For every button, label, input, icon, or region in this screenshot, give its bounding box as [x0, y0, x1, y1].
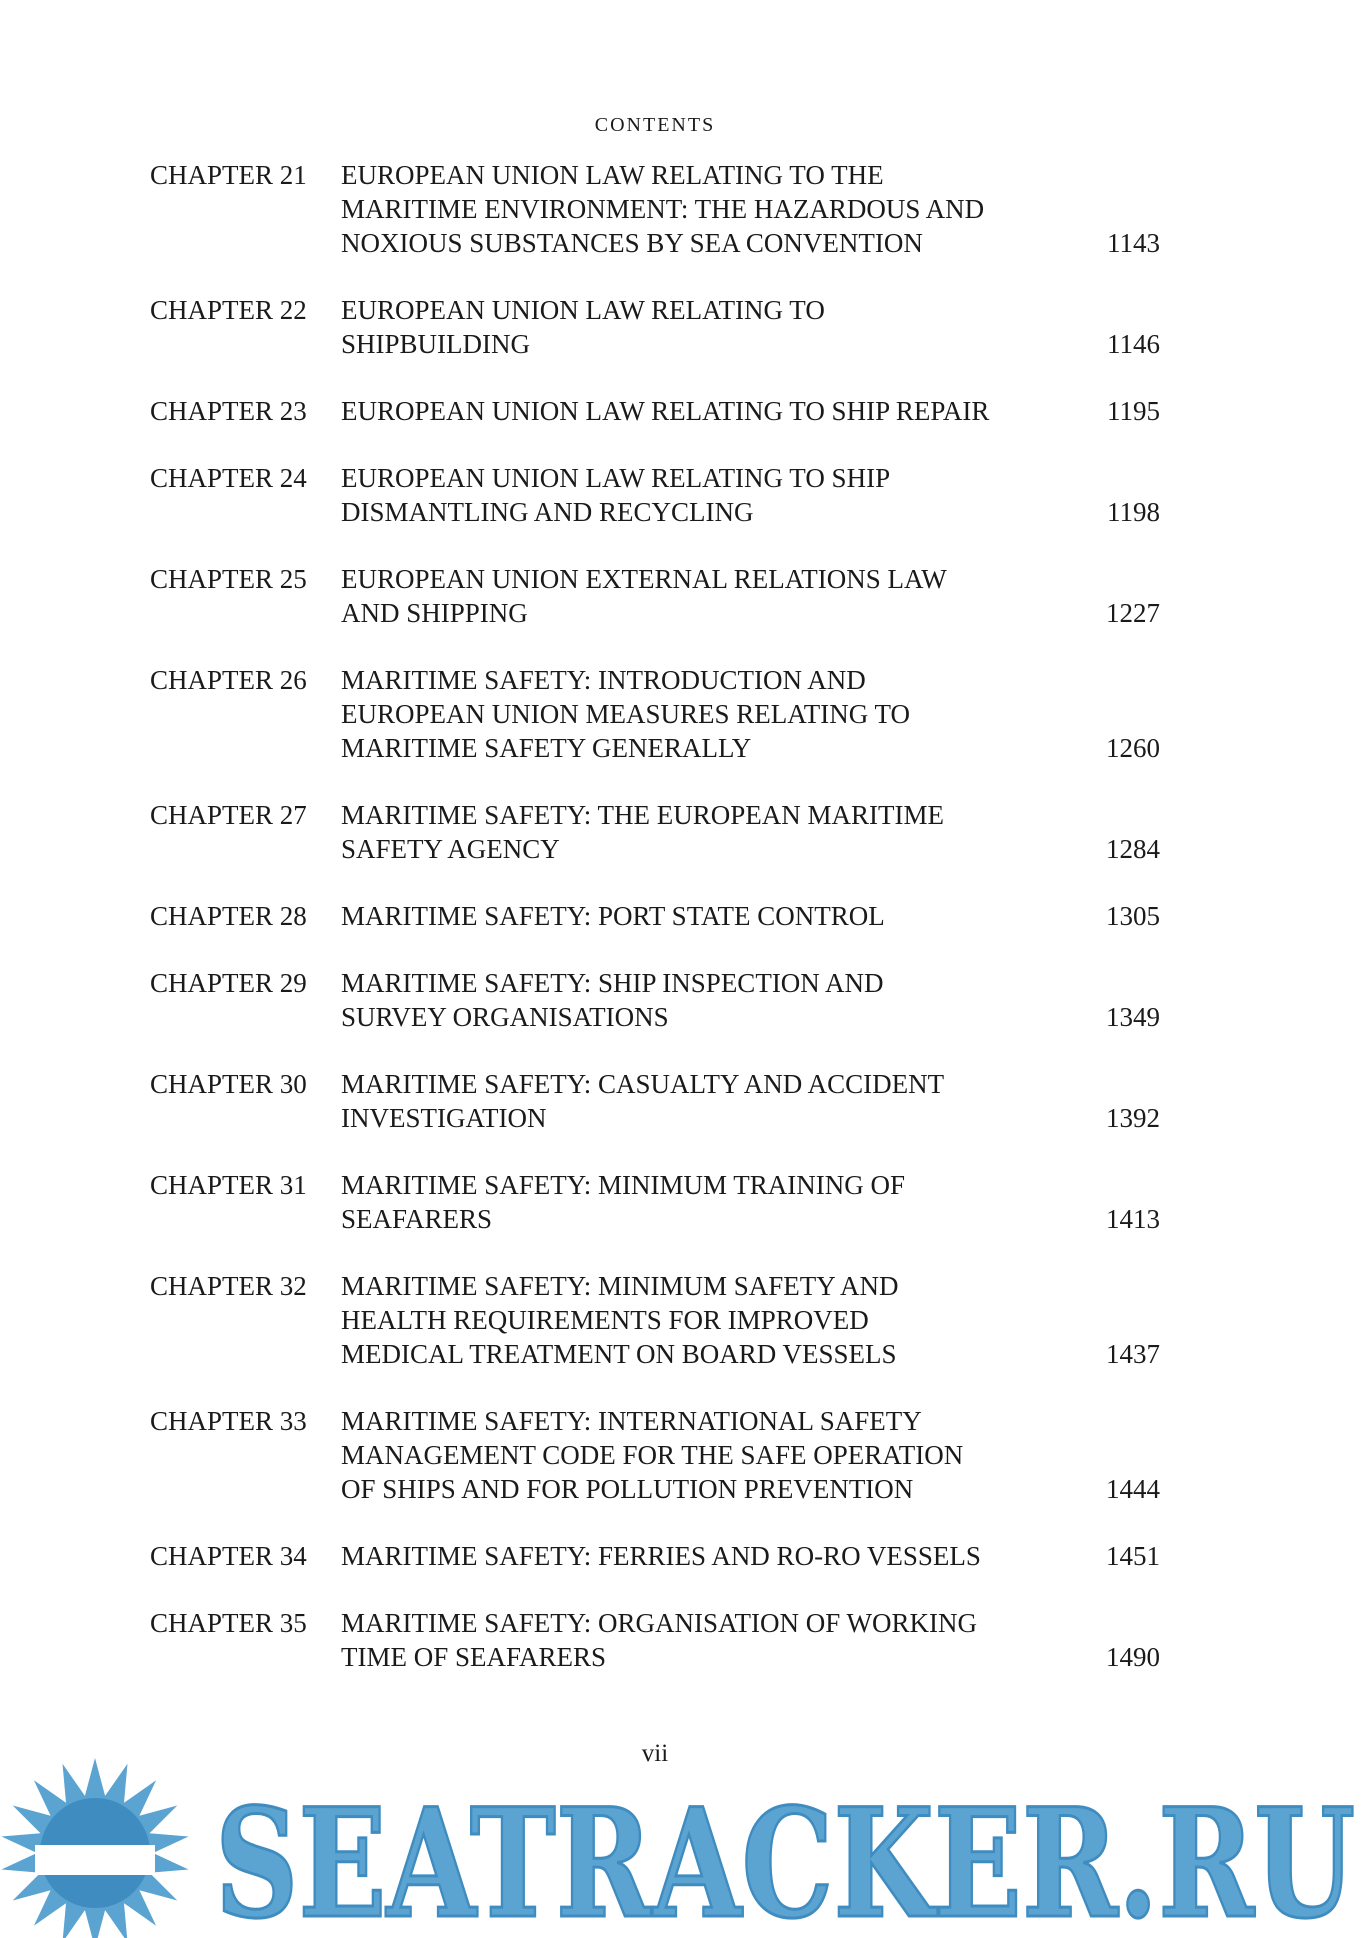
chapter-title	[341, 798, 1041, 866]
chapter-number: CHAPTER 23	[150, 396, 307, 426]
toc-entry	[150, 1269, 1160, 1371]
chapter-page-number: 1227	[1106, 598, 1160, 628]
toc-entry	[150, 394, 1160, 428]
chapter-page-number: 1146	[1107, 329, 1160, 359]
toc-entry	[150, 899, 1160, 933]
chapter-number: CHAPTER 25	[150, 564, 307, 594]
chapter-number: CHAPTER 31	[150, 1170, 307, 1200]
chapter-title	[341, 966, 1041, 1034]
chapter-number: CHAPTER 27	[150, 800, 307, 830]
table-of-contents	[150, 158, 1160, 1707]
toc-entry	[150, 461, 1160, 529]
page-number: vii	[641, 1740, 669, 1767]
chapter-number: CHAPTER 32	[150, 1271, 307, 1301]
chapter-number: CHAPTER 34	[150, 1541, 307, 1571]
chapter-title-line: DISMANTLING AND RECYCLING	[341, 497, 754, 527]
chapter-title	[341, 899, 1041, 933]
chapter-page-number: 1198	[1107, 497, 1160, 527]
chapter-title-line: EUROPEAN UNION LAW RELATING TO THE	[341, 160, 884, 190]
chapter-page-number: 1305	[1106, 901, 1160, 931]
chapter-title-line: EUROPEAN UNION MEASURES RELATING TO	[341, 699, 911, 729]
toc-entry	[150, 293, 1160, 361]
chapter-title-line: MARITIME SAFETY: MINIMUM TRAINING OF	[341, 1170, 906, 1200]
toc-entry	[150, 663, 1160, 765]
chapter-title-line: OF SHIPS AND FOR POLLUTION PREVENTION	[341, 1474, 914, 1504]
watermark-text: SEATRACKER.RU	[215, 1776, 1355, 1938]
chapter-title	[341, 461, 1041, 529]
chapter-page-number: 1195	[1107, 396, 1160, 426]
chapter-title-line: HEALTH REQUIREMENTS FOR IMPROVED	[341, 1305, 869, 1335]
chapter-title-line: TIME OF SEAFARERS	[341, 1642, 607, 1672]
chapter-title-line: MARITIME SAFETY: SHIP INSPECTION AND	[341, 968, 884, 998]
chapter-title-line: MARITIME SAFETY: INTERNATIONAL SAFETY	[341, 1406, 922, 1436]
chapter-page-number: 1413	[1106, 1204, 1160, 1234]
chapter-page-number: 1392	[1106, 1103, 1160, 1133]
toc-entry	[150, 562, 1160, 630]
chapter-title-line: MEDICAL TREATMENT ON BOARD VESSELS	[341, 1339, 897, 1369]
chapter-title	[341, 1539, 1041, 1573]
chapter-title	[341, 1067, 1041, 1135]
chapter-title	[341, 1606, 1041, 1674]
chapter-title-line: MARITIME ENVIRONMENT: THE HAZARDOUS AND	[341, 194, 985, 224]
chapter-title-line: EUROPEAN UNION LAW RELATING TO	[341, 295, 825, 325]
chapter-title-line: MARITIME SAFETY: CASUALTY AND ACCIDENT	[341, 1069, 945, 1099]
chapter-title	[341, 394, 1041, 428]
chapter-number: CHAPTER 26	[150, 665, 307, 695]
chapter-title-line: MARITIME SAFETY GENERALLY	[341, 733, 752, 763]
chapter-title-line: MARITIME SAFETY: PORT STATE CONTROL	[341, 901, 885, 931]
toc-entry	[150, 798, 1160, 866]
toc-entry	[150, 1404, 1160, 1506]
chapter-number: CHAPTER 21	[150, 160, 307, 190]
toc-entry	[150, 1539, 1160, 1573]
chapter-page-number: 1437	[1106, 1339, 1160, 1369]
toc-entry	[150, 1606, 1160, 1674]
chapter-title-line: EUROPEAN UNION EXTERNAL RELATIONS LAW	[341, 564, 947, 594]
chapter-title-line: SURVEY ORGANISATIONS	[341, 1002, 669, 1032]
chapter-number: CHAPTER 29	[150, 968, 307, 998]
chapter-number: CHAPTER 35	[150, 1608, 307, 1638]
chapter-title-line: EUROPEAN UNION LAW RELATING TO SHIP	[341, 463, 891, 493]
chapter-title-line: SAFETY AGENCY	[341, 834, 560, 864]
toc-entry	[150, 1067, 1160, 1135]
chapter-number: CHAPTER 30	[150, 1069, 307, 1099]
chapter-title	[341, 562, 1041, 630]
chapter-title-line: SEAFARERS	[341, 1204, 493, 1234]
chapter-title	[341, 663, 1041, 765]
chapter-title-line: MARITIME SAFETY: THE EUROPEAN MARITIME	[341, 800, 945, 830]
chapter-title	[341, 1404, 1041, 1506]
chapter-title-line: NOXIOUS SUBSTANCES BY SEA CONVENTION	[341, 228, 923, 258]
chapter-page-number: 1260	[1106, 733, 1160, 763]
chapter-page-number: 1284	[1106, 834, 1160, 864]
toc-entry	[150, 158, 1160, 260]
chapter-title	[341, 1168, 1041, 1236]
chapter-page-number: 1451	[1106, 1541, 1160, 1571]
toc-entry	[150, 1168, 1160, 1236]
chapter-title-line: MARITIME SAFETY: INTRODUCTION AND	[341, 665, 866, 695]
watermark-logo	[0, 1738, 1371, 1938]
chapter-title-line: MARITIME SAFETY: FERRIES AND RO-RO VESSELS	[341, 1541, 981, 1571]
chapter-number: CHAPTER 22	[150, 295, 307, 325]
sun-icon	[1, 1758, 188, 1938]
chapter-number: CHAPTER 33	[150, 1406, 307, 1436]
toc-entry	[150, 966, 1160, 1034]
chapter-title-line: MARITIME SAFETY: MINIMUM SAFETY AND	[341, 1271, 899, 1301]
chapter-page-number: 1444	[1106, 1474, 1160, 1504]
chapter-page-number: 1349	[1106, 1002, 1160, 1032]
chapter-title-line: MANAGEMENT CODE FOR THE SAFE OPERATION	[341, 1440, 964, 1470]
chapter-page-number: 1490	[1106, 1642, 1160, 1672]
chapter-title-line: AND SHIPPING	[341, 598, 528, 628]
chapter-number: CHAPTER 28	[150, 901, 307, 931]
chapter-number: CHAPTER 24	[150, 463, 307, 493]
chapter-page-number: 1143	[1107, 228, 1160, 258]
chapter-title	[341, 293, 1041, 361]
chapter-title-line: MARITIME SAFETY: ORGANISATION OF WORKING	[341, 1608, 978, 1638]
chapter-title-line: SHIPBUILDING	[341, 329, 530, 359]
chapter-title-line: EUROPEAN UNION LAW RELATING TO SHIP REPAIR	[341, 396, 990, 426]
page-header: CONTENTS	[594, 114, 716, 136]
chapter-title	[341, 1269, 1041, 1371]
chapter-title	[341, 158, 1041, 260]
chapter-title-line: INVESTIGATION	[341, 1103, 547, 1133]
